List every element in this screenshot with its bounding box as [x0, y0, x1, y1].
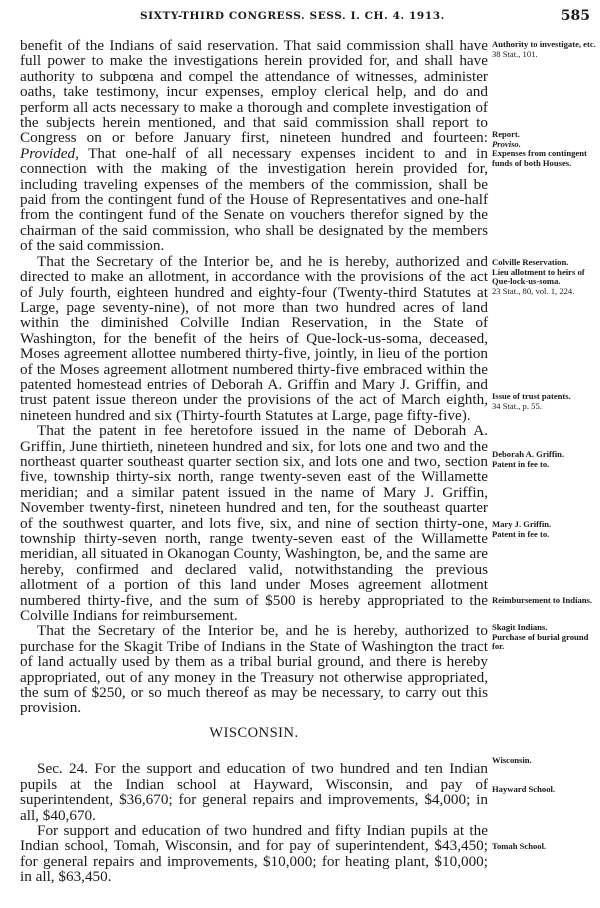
proviso-word: Provided, — [20, 144, 79, 162]
paragraph-skagit-burial-ground: That the Secretary of the Interior be, and he is hereby, authorized to purchase for the Skagit Tribe of Indians in the State of Washington the tract of land actually used by them as a tribal burial ground, and there is hereby appropriated, out of any money in the Treasury not otherwise appropriated, the sum of $250, or so much thereof as may be necessary, to carry out this provision. — [20, 622, 488, 717]
margin-note-reimbursement: Reimbursement to Indians. — [492, 595, 593, 605]
margin-note-colville: Colville Reservation. Lieu allotment to heirs of Que-lock-us-soma. 23 Stat., 80, vol. 1, 224. — [492, 257, 585, 296]
section-heading-wisconsin: WISCONSIN. — [209, 724, 299, 741]
main-text-column — [20, 38, 488, 885]
paragraph-tomah-school: For support and education of two hundred and fifty Indian pupils at the Indian school, Tomah, Wisconsin, and for pay of superintendent, $43,450; for general repairs and improvements, $10,000; for heating plant, $10,000; in all, $63,450. — [20, 821, 488, 886]
paragraph-commission: benefit of the Indians of said reservation. That said commission shall have full power to make the investigations herein provided for, and shall have authority to subpœna and compel the attendance of witnesses, administer oaths, take testimony, incur expenses, employ clerical help, and do and perform all acts necessary to make a thorough and complete investigation of the subjects herein mentioned, and that said commission shall report to Congress on or before January first, nineteen hundred and fourteen: Provided, That one-half of all necessary expenses incident to and in connection with the making of the investigation herein provided for, including traveling expenses of the members of the commission, shall be paid from the contingent fund of the House of Representatives and one-half from the contingent fund of the Senate on vouchers therefor signed by the chairman of the said commission, who shall be designated by the members of the said commission. — [20, 37, 488, 255]
running-head: SIXTY-THIRD CONGRESS. SESS. I. CH. 4. 1913. — [140, 10, 445, 22]
paragraph-colville-allotment: That the Secretary of the Interior be, and he is hereby, authorized and directed to make an allotment, in accordance with the provisions of the act of July fourth, eighteen hundred and eighty-four (Twenty-third Statutes at Large, page seventy-nine), of not more than two hundred acres of land within the diminished Colville Indian Reservation, in the State of Washington, for the benefit of the heirs of Que-lock-us-soma, deceased, Moses agreement allottee numbered thirty-five, jointly, in lieu of the portion of the Moses agreement allotment numbered thirty-five embraced within the patented homestead entries of Deborah A. Griffin and Mary J. Griffin, and trust patent issue thereon under the provisions of the act of March eighth, nineteen hundred and six (Thirty-fourth Statutes at Large, page fifty-five). — [20, 252, 488, 424]
paragraph-griffin-patents: That the patent in fee heretofore issued in the name of Deborah A. Griffin, June thirtieth, nineteen hundred and six, for lots one and two and the northeast quarter southeast quarter section six, and lots one and two, section five, township thirty-six north, range twenty-seven east of the Willamette meridian; and a similar patent issued in the name of Mary J. Griffin, November twenty-first, nineteen hundred and ten, for the southeast quarter of the southwest quarter, and lots five, six, and nine of section thirty-one, township thirty-seven north, range twenty-seven east of the Willamette meridian, all situated in Okanogan County, Washington, be, and the same are hereby, confirmed and declared valid, notwithstanding the previous allotment of a portion of this land under Moses agreement allotment numbered thirty-five, and the sum of $500 is hereby appropriated to the Colville Indians for reimbursement. — [20, 422, 488, 625]
margin-note-deborah-griffin: Deborah A. Griffin. Patent in fee to. — [492, 449, 565, 469]
margin-note-trust-patents: Issue of trust patents. 34 Stat., p. 55. — [492, 391, 571, 411]
margin-note-skagit: Skagit Indians. Purchase of burial ground for. — [492, 622, 589, 652]
margin-note-mary-griffin: Mary J. Griffin. Patent in fee to. — [492, 519, 552, 539]
margin-note-report: Report. Proviso. Expenses from contingent funds of both Houses. — [492, 129, 587, 168]
paragraph-hayward-school: Sec. 24. For the support and education of two hundred and ten Indian pupils at the Indian school at Hayward, Wisconsin, and pay of superintendent, $36,670; for general repairs and improvements, $4,000; in all, $40,670. — [20, 760, 488, 824]
margin-note-tomah-school: Tomah School. — [492, 841, 547, 851]
margin-note-wisconsin: Wisconsin. — [492, 755, 532, 765]
margin-note-hayward-school: Hayward School. — [492, 784, 556, 794]
page-header — [22, 8, 590, 26]
margin-note-authority: Authority to investigate, etc. 38 Stat., 101. — [492, 39, 596, 59]
page-number: 585 — [560, 8, 590, 24]
